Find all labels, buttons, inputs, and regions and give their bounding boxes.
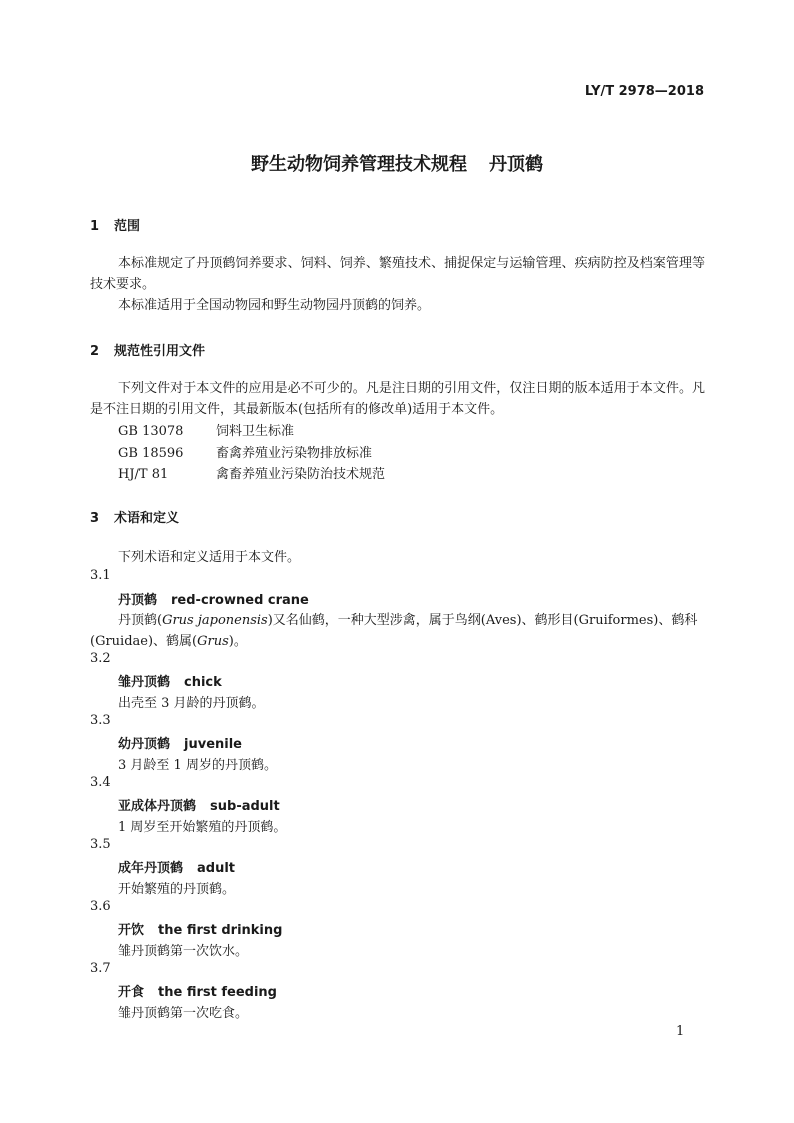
paragraph: 本标准规定了丹顶鹤饲养要求、饲料、饲养、繁殖技术、捕捉保定与运输管理、疾病防控及档案管理等技术要求。 [90,256,705,292]
term-definition: 雏丹顶鹤第一次吃食。 [118,1006,249,1021]
term-heading [118,733,242,752]
term-en: juvenile [184,737,243,752]
term-zh: 幼丹顶鹤 [118,737,171,752]
term-zh: 开饮 [118,923,145,938]
section-number: 3 [90,511,100,526]
term-en: adult [197,861,236,876]
reference-code: GB 18596 [118,446,184,461]
clause-number: 3.2 [90,651,111,666]
term-en: sub-adult [210,799,280,814]
reference-item [118,442,372,461]
clause-number: 3.1 [90,568,111,583]
definition-text: (Gruidae)、鹤属( [90,634,198,649]
term-definition-continued [90,630,247,649]
clause-number: 3.3 [90,713,111,728]
term-heading [118,795,280,814]
term-en: red-crowned crane [171,593,309,608]
title-main: 野生动物饲养管理技术规程 [251,154,467,175]
section-number: 1 [90,219,100,234]
section-title: 范围 [114,219,141,234]
reference-code: HJ/T 81 [118,467,169,482]
reference-name: 禽畜养殖业污染防治技术规范 [216,467,386,482]
paragraph: 本标准适用于全国动物园和野生动物园丹顶鹤的饲养。 [118,298,431,313]
section-heading [90,215,140,234]
title-sub: 丹顶鹤 [489,154,543,175]
term-definition: 开始繁殖的丹顶鹤。 [118,882,236,897]
section-title: 规范性引用文件 [114,344,206,359]
term-heading [118,981,277,1000]
term-heading [118,671,222,690]
reference-name: 畜禽养殖业污染物排放标准 [216,446,373,461]
clause-number: 3.7 [90,961,111,976]
term-en: chick [184,675,222,690]
reference-code: GB 13078 [118,424,184,439]
term-heading [118,919,282,938]
term-zh: 雏丹顶鹤 [118,675,171,690]
section-heading [90,507,179,526]
term-definition: 雏丹顶鹤第一次饮水。 [118,944,249,959]
latin-name: Grus [197,634,229,649]
term-definition [118,609,697,628]
term-definition: 3 月龄至 1 周岁的丹顶鹤。 [118,758,277,773]
term-heading [118,857,235,876]
clause-number: 3.6 [90,899,111,914]
section-heading [90,340,205,359]
definition-text: 丹顶鹤( [118,613,163,628]
definition-text: )又名仙鹤，一种大型涉禽，属于鸟纲(Aves)、鹤形目(Gruiformes)、鹤科 [267,613,698,628]
clause-number: 3.4 [90,775,111,790]
term-definition: 1 周岁至开始繁殖的丹顶鹤。 [118,820,287,835]
term-en: the first feeding [158,985,277,1000]
section-number: 2 [90,344,100,359]
page-number: 1 [676,1024,685,1039]
clause-number: 3.5 [90,837,111,852]
standard-code: LY/T 2978—2018 [584,84,704,99]
definition-text: )。 [228,634,247,649]
reference-item [118,463,385,482]
term-zh: 开食 [118,985,145,1000]
reference-name: 饲料卫生标准 [216,424,295,439]
term-zh: 成年丹顶鹤 [118,861,184,876]
term-en: the first drinking [158,923,283,938]
section-intro: 下列术语和定义适用于本文件。 [118,550,301,565]
latin-name: Grus japonensis [162,613,268,628]
term-heading [118,589,309,608]
document-title [0,150,794,176]
section-title: 术语和定义 [114,511,180,526]
term-definition: 出壳至 3 月龄的丹顶鹤。 [118,696,265,711]
term-zh: 丹顶鹤 [118,593,158,608]
reference-item [118,420,294,439]
term-zh: 亚成体丹顶鹤 [118,799,197,814]
paragraph: 下列文件对于本文件的应用是必不可少的。凡是注日期的引用文件，仅注日期的版本适用于本文件。凡是不注日期的引用文件，其最新版本(包括所有的修改单)适用于本文件。 [90,381,705,417]
